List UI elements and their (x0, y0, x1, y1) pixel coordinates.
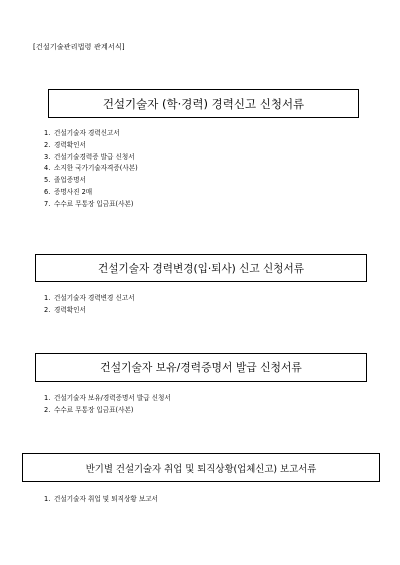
section-title-box (48, 89, 359, 118)
item-text: 소지한 국가기술자격증(사본) (54, 164, 138, 173)
section-title-box (35, 254, 367, 282)
list-item (44, 152, 138, 164)
header-note: [건설기술관리법령 관계서식] (33, 43, 125, 51)
item-number: 5. (44, 176, 51, 185)
list-item (44, 405, 171, 417)
section-title: 건설기술자 보유/경력증명서 발급 신청서류 (100, 361, 302, 374)
list-item (44, 140, 138, 152)
item-number: 2. (44, 140, 51, 149)
document-list (44, 393, 171, 417)
item-text: 경력확인서 (54, 305, 86, 314)
item-text: 졸업증명서 (54, 176, 86, 185)
section-title: 건설기술자 (학·경력) 경력신고 신청서류 (102, 96, 305, 111)
item-number: 6. (44, 187, 51, 196)
list-item (44, 494, 158, 506)
item-number: 7. (44, 199, 51, 208)
item-text: 경력확인서 (54, 140, 86, 149)
section-title: 반기별 건설기술자 취업 및 퇴직상황(업체신고) 보고서류 (85, 463, 317, 475)
list-item (44, 393, 171, 405)
item-text: 건설기술자 경력변경 신고서 (54, 294, 135, 302)
item-number: 4. (44, 164, 51, 173)
item-text: 건설기술자 보유/경력증명서 발급 신청서 (54, 394, 171, 402)
item-number: 2. (44, 405, 51, 414)
item-number: 1. (44, 394, 51, 402)
item-number: 1. (44, 129, 51, 137)
item-text: 건설기술자 경력신고서 (54, 129, 120, 137)
item-number: 1. (44, 495, 51, 503)
item-text: 수수료 무통장 입금표(사본) (54, 199, 134, 208)
list-item (44, 199, 138, 211)
item-text: 증명사진 2매 (54, 187, 93, 196)
section-title-box (35, 353, 367, 382)
section-title-box (22, 453, 380, 482)
section-title: 건설기술자 경력변경(입·퇴사) 신고 신청서류 (98, 262, 304, 275)
list-item (44, 175, 138, 187)
item-text: 건설기술자 취업 및 퇴직상황 보고서 (54, 495, 158, 503)
list-item (44, 187, 138, 199)
item-text: 수수료 무통장 입금표(사본) (54, 405, 134, 414)
item-number: 1. (44, 294, 51, 302)
list-item (44, 305, 135, 317)
list-item (44, 128, 138, 140)
item-number: 3. (44, 152, 51, 161)
list-item (44, 293, 135, 305)
document-list (44, 293, 135, 317)
item-number: 2. (44, 305, 51, 314)
document-list (44, 494, 158, 506)
list-item (44, 163, 138, 175)
item-text: 건설기술경력증 발급 신청서 (54, 152, 135, 161)
document-list (44, 128, 138, 211)
